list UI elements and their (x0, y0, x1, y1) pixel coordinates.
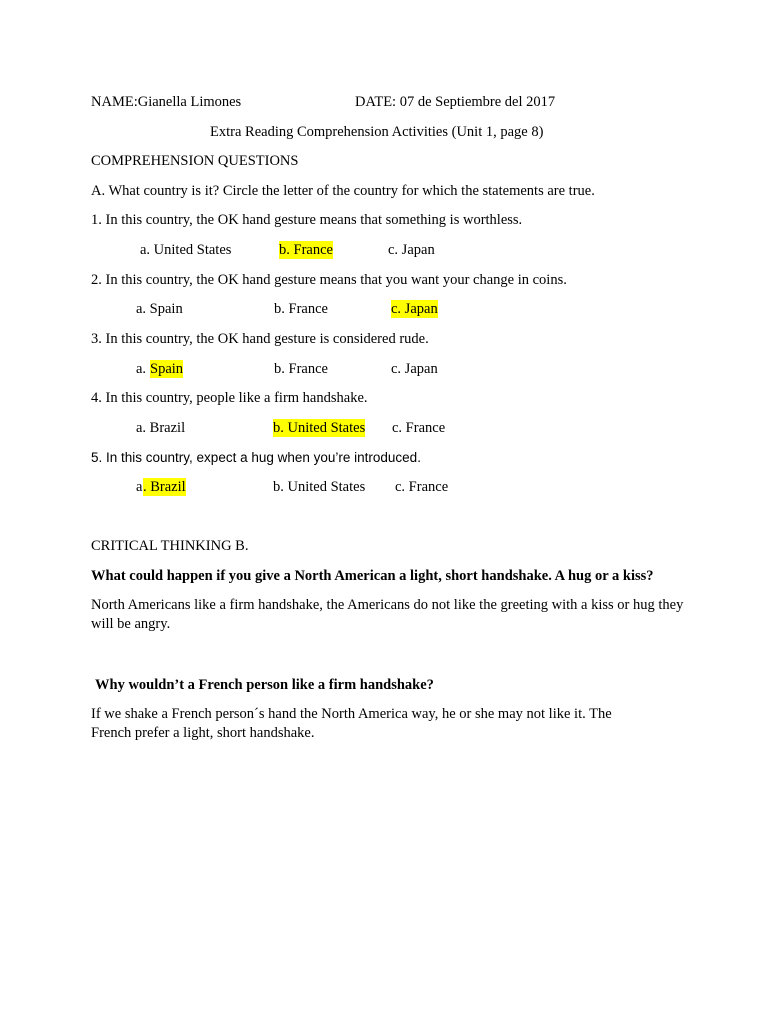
critical-thinking-heading: CRITICAL THINKING B. (91, 538, 249, 554)
q1-option-b-highlighted: b. France (279, 242, 333, 258)
q1-option-a: a. United States (140, 242, 232, 258)
q3-option-a-letter: a. (136, 361, 147, 377)
critical-question-1: What could happen if you give a North American a light, short handshake. A hug or a kiss? (91, 568, 654, 584)
q4-option-b-highlighted: b. United States (273, 420, 366, 436)
q3-option-a-highlighted: Spain (150, 361, 184, 377)
question-1: 1. In this country, the OK hand gesture means that something is worthless. (91, 212, 523, 228)
student-name: NAME:Gianella Limones (91, 94, 242, 110)
comprehension-instruction: A. What country is it? Circle the letter of the country for which the statements are true. (91, 183, 595, 199)
q3-option-b: b. France (274, 361, 328, 377)
critical-question-2: Why wouldn’t a French person like a firm handshake? (95, 677, 434, 693)
question-5: 5. In this country, expect a hug when you’re introduced. (91, 450, 421, 465)
question-3: 3. In this country, the OK hand gesture is considered rude. (91, 331, 429, 347)
q1-option-c: c. Japan (388, 242, 435, 258)
q5-option-a-letter: a (136, 479, 143, 495)
critical-answer-2: If we shake a French person´s hand the North America way, he or she may not like it. The French prefer a light, short handshake. (91, 706, 612, 741)
critical-answer-1: North Americans like a firm handshake, the Americans do not like the greeting with a kiss or hug they will be angry. (91, 597, 684, 632)
q2-option-b: b. France (274, 301, 328, 317)
comprehension-heading: COMPREHENSION QUESTIONS (91, 153, 299, 169)
document-subtitle: Extra Reading Comprehension Activities (Unit 1, page 8) (210, 124, 544, 140)
q2-option-a: a. Spain (136, 301, 183, 317)
question-2: 2. In this country, the OK hand gesture means that you want your change in coins. (91, 272, 567, 288)
q2-option-c-highlighted: c. Japan (391, 301, 438, 317)
q4-option-a: a. Brazil (136, 420, 186, 436)
q5-option-b: b. United States (273, 479, 366, 495)
q4-option-c: c. France (392, 420, 446, 436)
q5-option-a-highlighted: . Brazil (143, 479, 186, 495)
question-4: 4. In this country, people like a firm handshake. (91, 390, 368, 406)
q3-option-c: c. Japan (391, 361, 438, 377)
q5-option-c: c. France (395, 479, 449, 495)
assignment-date: DATE: 07 de Septiembre del 2017 (355, 94, 556, 110)
